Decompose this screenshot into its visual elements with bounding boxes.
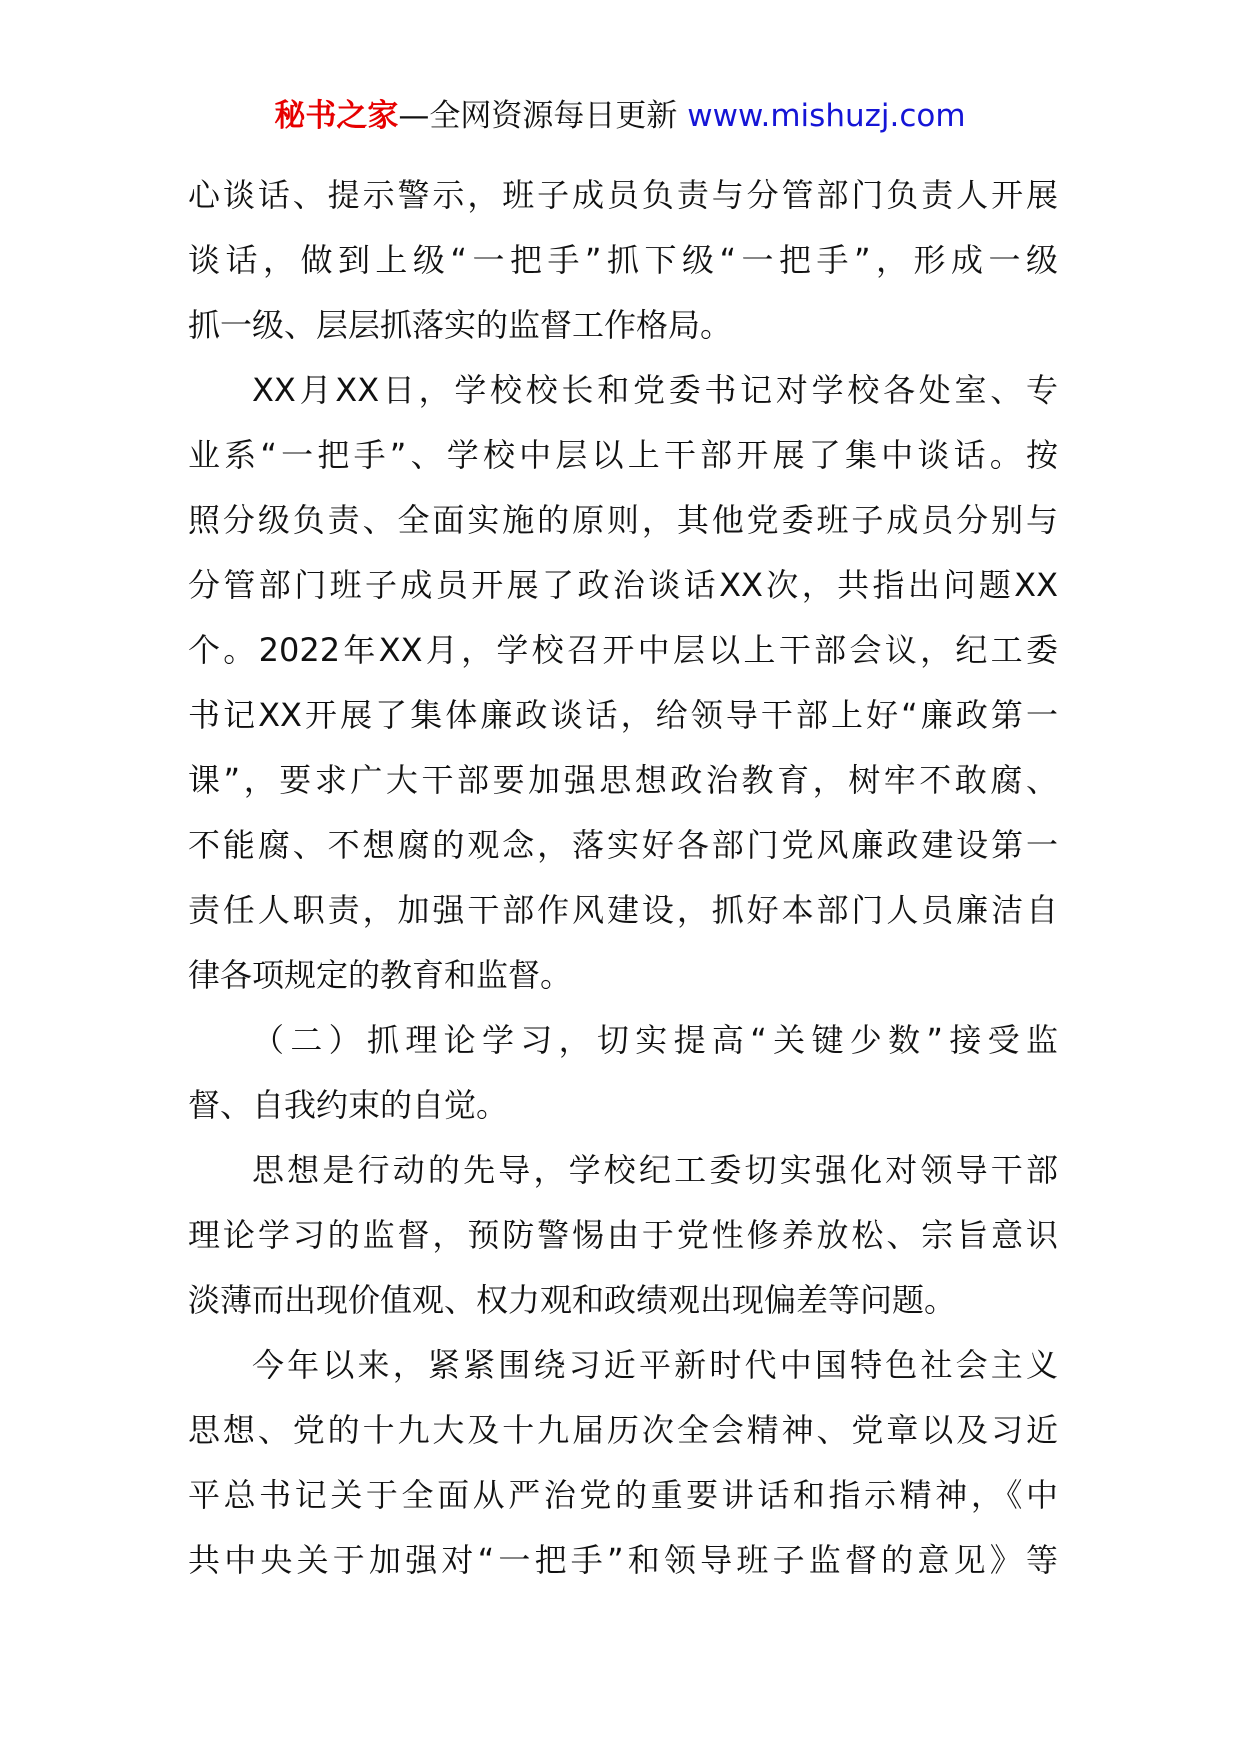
text-line: 课”，要求广大干部要加强思想政治教育，树牢不敢腐、 bbox=[188, 761, 1058, 799]
site-slogan: —全网资源每日更新 bbox=[398, 98, 688, 134]
text-line: 今年以来，紧紧围绕习近平新时代中国特色社会主义 bbox=[252, 1346, 1058, 1384]
text-line: 照分级负责、全面实施的原则，其他党委班子成员分别与 bbox=[188, 501, 1058, 539]
text-line: 淡薄而出现价值观、权力观和政绩观出现偏差等问题。 bbox=[188, 1281, 957, 1319]
site-header bbox=[0, 96, 1240, 136]
text-line: 抓一级、层层抓落实的监督工作格局。 bbox=[188, 306, 733, 344]
text-line: 个。2022年XX月，学校召开中层以上干部会议，纪工委 bbox=[188, 631, 1058, 669]
text-line: 律各项规定的教育和监督。 bbox=[188, 956, 573, 994]
text-line: 谈话，做到上级“一把手”抓下级“一把手”，形成一级 bbox=[188, 241, 1058, 279]
text-line: 理论学习的监督，预防警惕由于党性修养放松、宗旨意识 bbox=[188, 1216, 1058, 1254]
text-line: 分管部门班子成员开展了政治谈话XX次，共指出问题XX bbox=[188, 566, 1058, 604]
text-line: XX月XX日，学校校长和党委书记对学校各处室、专 bbox=[252, 371, 1058, 409]
text-line: 不能腐、不想腐的观念，落实好各部门党风廉政建设第一 bbox=[188, 826, 1058, 864]
text-line: 督、自我约束的自觉。 bbox=[188, 1086, 509, 1124]
text-line: 思想是行动的先导，学校纪工委切实强化对领导干部 bbox=[252, 1151, 1058, 1189]
text-line: 心谈话、提示警示，班子成员负责与分管部门负责人开展 bbox=[188, 176, 1058, 214]
text-line: 思想、党的十九大及十九届历次全会精神、党章以及习近 bbox=[188, 1411, 1058, 1449]
text-line: 业系“一把手”、学校中层以上干部开展了集中谈话。按 bbox=[188, 436, 1058, 474]
site-brand: 秘书之家 bbox=[274, 98, 399, 134]
text-line: （二）抓理论学习，切实提高“关键少数”接受监 bbox=[252, 1021, 1058, 1059]
text-line: 共中央关于加强对“一把手”和领导班子监督的意见》等 bbox=[188, 1541, 1058, 1579]
text-line: 责任人职责，加强干部作风建设，抓好本部门人员廉洁自 bbox=[188, 891, 1058, 929]
site-url-link[interactable]: www.mishuzj.com bbox=[687, 98, 966, 134]
text-line: 书记XX开展了集体廉政谈话，给领导干部上好“廉政第一 bbox=[188, 696, 1058, 734]
text-line: 平总书记关于全面从严治党的重要讲话和指示精神，《中 bbox=[188, 1476, 1058, 1514]
document-body bbox=[188, 163, 1058, 1593]
